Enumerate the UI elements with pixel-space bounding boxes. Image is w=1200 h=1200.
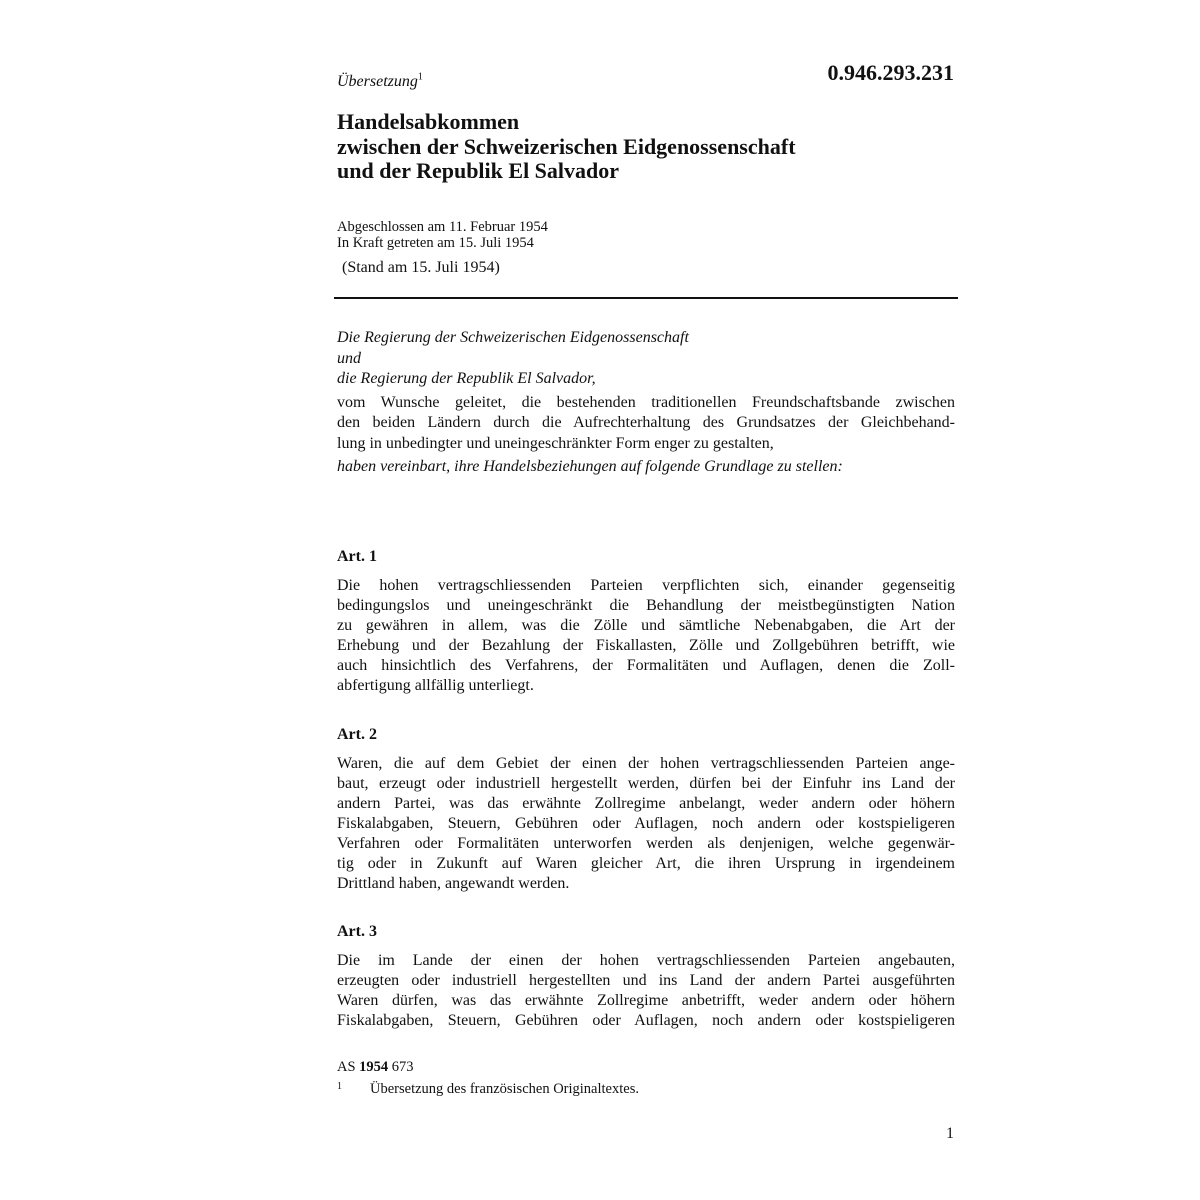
article-line: Verfahren oder Formalitäten unterworfen werden als denjenigen, welche gegenwär- — [337, 835, 955, 852]
article-line: zu gewähren in allem, was die Zölle und sämtliche Nebenabgaben, die Art der — [337, 617, 955, 634]
as-prefix: AS — [337, 1059, 356, 1075]
article-1-heading: Art. 1 — [337, 548, 377, 565]
preamble-body-line: den beiden Ländern durch die Aufrechterhaltung des Grundsatzes der Gleichbehand- — [337, 414, 955, 431]
translation-label — [337, 73, 423, 91]
article-3-heading: Art. 3 — [337, 923, 377, 940]
preamble — [337, 328, 955, 478]
article-line: Waren dürfen, was das erwähnte Zollregime anbetrifft, weder andern oder höhern — [337, 992, 955, 1009]
article-1-body — [337, 576, 955, 696]
in-force-date: In Kraft getreten am 15. Juli 1954 — [337, 235, 534, 251]
article-line: Die hohen vertragschliessenden Parteien verpflichten sich, einander gegenseitig — [337, 577, 955, 594]
preamble-body-line: vom Wunsche geleitet, die bestehenden traditionellen Freundschaftsbande zwischen — [337, 393, 955, 411]
page-number: 1 — [946, 1125, 954, 1142]
preamble-body — [337, 393, 955, 455]
article-line: Fiskalabgaben, Steuern, Gebühren oder Auflagen, noch andern oder kostspieligeren — [337, 815, 955, 832]
article-line: bedingungslos und uneingeschränkt die Behandlung der meistbegünstigten Nation — [337, 597, 955, 614]
translation-label-text: Übersetzung — [337, 73, 418, 90]
article-line: tig oder in Zukunft auf Waren gleicher Art, die ihren Ursprung in irgendeinem — [337, 855, 955, 872]
footnote-text: Übersetzung des französischen Originaltextes. — [370, 1081, 639, 1097]
preamble-party-2: die Regierung der Republik El Salvador, — [337, 370, 596, 387]
article-line: andern Partei, was das erwähnte Zollregime anbelangt, weder andern oder höhern — [337, 795, 955, 812]
article-2-heading: Art. 2 — [337, 726, 377, 743]
translation-footnote-mark[interactable]: 1 — [417, 71, 423, 83]
footnote-number: 1 — [337, 1081, 342, 1092]
article-line: baut, erzeugt oder industriell hergestellt werden, dürfen bei der Einfuhr ins Land der — [337, 775, 955, 792]
title-line-3: und der Republik El Salvador — [337, 158, 620, 183]
article-2-body — [337, 754, 955, 894]
preamble-conclusion: haben vereinbart, ihre Handelsbeziehungen auf folgende Grundlage zu stellen: — [337, 458, 843, 475]
preamble-conjunction: und — [337, 349, 361, 367]
article-line: abfertigung allfällig unterliegt. — [337, 677, 534, 694]
as-year: 1954 — [359, 1059, 389, 1075]
article-line: auch hinsichtlich des Verfahrens, der Formalitäten und Auflagen, denen die Zoll- — [337, 657, 955, 674]
document-title — [337, 110, 796, 184]
article-line: Erhebung und der Bezahlung der Fiskallasten, Zölle und Zollgebühren betrifft, wie — [337, 637, 955, 654]
concluded-date: Abgeschlossen am 11. Februar 1954 — [337, 219, 548, 235]
title-line-2: zwischen der Schweizerischen Eidgenossenschaft — [337, 133, 796, 159]
status-date: (Stand am 15. Juli 1954) — [342, 259, 500, 276]
footnote — [337, 1081, 639, 1098]
as-reference — [337, 1059, 414, 1076]
article-3-body — [337, 951, 955, 1031]
article-line: erzeugten oder industriell hergestellten und ins Land der andern Partei ausgeführten — [337, 972, 955, 989]
article-line: Drittland haben, angewandt werden. — [337, 875, 570, 892]
as-page: 673 — [391, 1059, 414, 1075]
article-line: Die im Lande der einen der hohen vertragschliessenden Parteien angebauten, — [337, 952, 955, 969]
title-line-1: Handelsabkommen — [337, 109, 520, 134]
article-line: Fiskalabgaben, Steuern, Gebühren oder Auflagen, noch andern oder kostspieligeren — [337, 1012, 955, 1029]
sr-number: 0.946.293.231 — [827, 60, 954, 85]
title-divider — [334, 297, 958, 299]
article-line: Waren, die auf dem Gebiet der einen der hohen vertragschliessenden Parteien ange- — [337, 755, 955, 772]
preamble-party-1: Die Regierung der Schweizerischen Eidgenossenschaft — [337, 329, 689, 346]
preamble-body-line: lung in unbedingter und uneingeschränkter Form enger zu gestalten, — [337, 434, 774, 452]
